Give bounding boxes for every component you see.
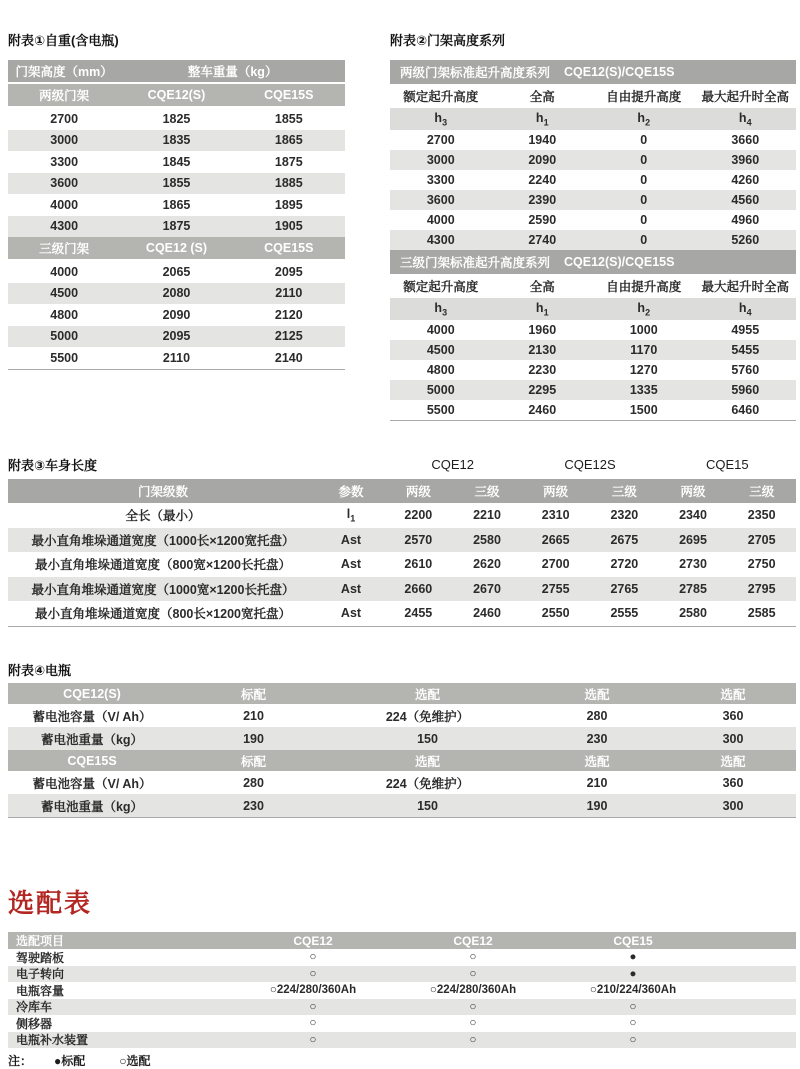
table-cell: 280 — [243, 775, 264, 790]
symbol-header-row — [390, 108, 796, 130]
column-header: 参数 — [338, 485, 364, 499]
symbol-header: $h_1$ — [535, 300, 549, 318]
column-header: 最大起升时全高 — [701, 280, 789, 294]
table-row — [8, 151, 345, 173]
table-row — [8, 1015, 796, 1032]
column-header: 自由提升高度 — [606, 280, 682, 294]
table-cell: 2585 — [747, 606, 776, 621]
table-cell: 2675 — [610, 532, 639, 547]
table-cell: 1885 — [274, 176, 303, 191]
parameter-symbol: $l_1$ — [346, 507, 356, 524]
column-header: 三级 — [474, 485, 500, 499]
table-cell: 3600 — [426, 193, 455, 207]
option-label: 侧移器 — [16, 1016, 53, 1031]
option-availability: ○ — [309, 1017, 317, 1030]
table-cell: 1865 — [274, 133, 303, 148]
note-prefix: 注： — [8, 1054, 33, 1068]
note-optional-legend: ○选配 — [119, 1054, 151, 1068]
table-header-row — [8, 683, 796, 704]
table-cell: 2670 — [473, 581, 501, 596]
table-cell: 4800 — [426, 363, 455, 377]
column-header: CQE12 — [453, 933, 493, 948]
column-header: CQE15S — [264, 88, 314, 102]
column-header: 三级门架 — [39, 242, 90, 256]
series-band-row — [390, 250, 796, 274]
table-cell: 230 — [586, 731, 608, 746]
table-mast-height-section — [390, 30, 796, 421]
row-label: 蓄电池容量（V/ Ah） — [32, 709, 152, 724]
table-cell: 1875 — [274, 154, 303, 169]
option-availability: ○ — [629, 1017, 637, 1030]
table-row — [8, 771, 796, 794]
table-cell: 2700 — [541, 557, 570, 572]
symbol-header: $h_2$ — [637, 300, 651, 318]
option-availability: ○ — [469, 967, 477, 980]
table-cell: 2110 — [275, 286, 303, 301]
option-availability: ○ — [469, 1017, 477, 1030]
table-cell: 2110 — [162, 350, 191, 365]
row-label: 最小直角堆垛通道宽度（800长×1200宽托盘） — [35, 607, 291, 622]
column-header: 额定起升高度 — [403, 90, 479, 104]
table-row — [8, 1032, 796, 1049]
table-cell: 1875 — [162, 219, 191, 234]
column-header: CQE12 (S) — [145, 241, 208, 255]
table-row — [390, 400, 796, 420]
column-header: CQE15S — [67, 753, 117, 768]
column-header: 自由提升高度 — [606, 90, 682, 104]
column-header: CQE12 — [293, 933, 333, 948]
table-row — [8, 216, 345, 238]
column-header: 三级 — [749, 485, 775, 499]
model-group-header: CQE12S — [564, 457, 616, 472]
table-row — [390, 340, 796, 360]
table-cell: 2580 — [679, 606, 707, 621]
table-cell: 2700 — [50, 111, 79, 126]
table-row — [8, 999, 796, 1016]
table-cell: 2610 — [404, 557, 433, 572]
table-row — [390, 170, 796, 190]
table-header-row — [8, 932, 796, 949]
table-cell: 2230 — [528, 363, 557, 377]
table-cell: 2795 — [747, 581, 776, 596]
column-header: 选配 — [720, 754, 746, 769]
table-row — [8, 949, 796, 966]
column-header: 两级 — [680, 485, 706, 499]
row-label: 最小直角堆垛通道宽度（1000宽×1200长托盘） — [31, 582, 295, 597]
table-subheader-row — [8, 237, 345, 261]
table-cell: 0 — [640, 133, 648, 147]
table-cell: 5760 — [731, 363, 760, 377]
table-cell: 2090 — [162, 307, 191, 322]
table-cell: 2570 — [404, 532, 433, 547]
table-row — [8, 194, 345, 216]
section-title: 附表③车身长度 — [8, 458, 98, 473]
table-cell: 4300 — [426, 233, 455, 247]
table-cell: 2695 — [679, 532, 707, 547]
model-group-header: CQE12 — [431, 457, 474, 472]
table-self-weight-section — [8, 30, 345, 370]
column-header: 全高 — [529, 90, 555, 104]
option-availability: ○224/280/360Ah — [269, 984, 357, 997]
column-header: 选配 — [414, 754, 440, 769]
column-header: 门架级数 — [137, 485, 188, 499]
table-cell: 2130 — [528, 343, 557, 357]
table-row — [8, 552, 796, 577]
table-cell: 2340 — [679, 508, 707, 523]
table-cell: 1845 — [162, 154, 191, 169]
legend-note — [8, 1052, 796, 1069]
table-cell: 2580 — [473, 532, 501, 547]
column-header: CQE12(S) — [147, 88, 206, 102]
table-row — [8, 794, 796, 817]
option-availability: ○210/224/360Ah — [589, 984, 677, 997]
table-row — [8, 727, 796, 750]
table-cell: 1000 — [629, 323, 658, 337]
series-band-model: CQE12(S)/CQE15S — [564, 65, 675, 79]
table-cell: 4560 — [731, 193, 760, 207]
table-row — [8, 173, 345, 195]
table-cell: 2320 — [610, 508, 639, 523]
table-header-row — [390, 84, 796, 108]
table-cell: 224（免维护） — [385, 776, 470, 791]
table-row — [8, 966, 796, 983]
symbol-header: $h_3$ — [434, 300, 448, 318]
option-availability: ○ — [309, 1000, 317, 1013]
table-row — [390, 320, 796, 340]
table-row — [8, 326, 345, 348]
mast-height-table — [390, 60, 796, 421]
row-label: 最小直角堆垛通道宽度（1000长×1200宽托盘） — [31, 533, 295, 548]
table-row — [390, 190, 796, 210]
series-band-model: CQE12(S)/CQE15S — [564, 255, 675, 269]
table-cell: 4000 — [426, 323, 455, 337]
table-cell: 0 — [640, 193, 648, 207]
parameter-symbol: Ast — [340, 557, 362, 572]
table-cell: 2620 — [473, 557, 501, 572]
battery-table — [8, 683, 796, 818]
option-availability: ○ — [469, 1033, 477, 1046]
column-header: 两级 — [543, 485, 569, 499]
option-label: 电子转向 — [16, 967, 65, 982]
table-row — [390, 380, 796, 400]
body-length-table — [8, 479, 796, 627]
table-row — [8, 982, 796, 999]
column-header: 两级门架 — [39, 89, 90, 103]
column-header: 全高 — [529, 280, 555, 294]
table-cell: 2785 — [679, 581, 707, 596]
symbol-header: $h_3$ — [434, 110, 448, 128]
option-availability: ○ — [309, 1033, 317, 1046]
option-label: 冷库车 — [16, 1000, 53, 1015]
table-cell: 4300 — [50, 219, 79, 234]
symbol-header: $h_4$ — [738, 110, 752, 128]
table-row — [8, 304, 345, 326]
table-cell: 2095 — [274, 264, 303, 279]
table-header-row — [8, 60, 345, 84]
table-cell: 3600 — [50, 176, 79, 191]
table-row — [390, 230, 796, 250]
table-cell: 2090 — [528, 153, 557, 167]
table-row — [8, 601, 796, 626]
table-cell: 210 — [243, 708, 264, 723]
table-battery-section — [8, 660, 796, 818]
parameter-symbol: Ast — [340, 606, 362, 621]
model-group-header: CQE15 — [706, 457, 749, 472]
self-weight-table — [8, 60, 345, 370]
table-cell: 230 — [243, 798, 264, 813]
table-row — [8, 503, 796, 528]
column-header: 两级 — [405, 485, 431, 499]
table-cell: 150 — [417, 798, 438, 813]
column-header: 选配 — [584, 687, 610, 702]
note-standard-legend: ●标配 — [54, 1054, 86, 1068]
table-cell: 360 — [722, 708, 744, 723]
option-availability: ○ — [469, 1000, 477, 1013]
table-cell: 2240 — [528, 173, 557, 187]
table-cell: 2460 — [528, 403, 557, 417]
table-cell: 4000 — [50, 264, 79, 279]
table-cell: 2700 — [426, 133, 455, 147]
table-header-row — [390, 274, 796, 298]
option-label: 电瓶容量 — [16, 983, 65, 998]
table-cell: 4955 — [731, 323, 760, 337]
option-availability: ○ — [629, 1000, 637, 1013]
row-label: 蓄电池容量（V/ Ah） — [32, 776, 152, 791]
table-cell: 2310 — [541, 508, 570, 523]
table-cell: 2750 — [747, 557, 776, 572]
table-row — [8, 528, 796, 553]
table-cell: 2140 — [274, 350, 303, 365]
table-cell: 2755 — [541, 581, 570, 596]
table-cell: 2720 — [610, 557, 639, 572]
series-band-label: 三级门架标准起升高度系列 — [400, 256, 551, 270]
table-cell: 190 — [586, 798, 608, 813]
table-row — [390, 210, 796, 230]
option-label: 电瓶补水装置 — [16, 1033, 89, 1048]
table-cell: 2665 — [541, 532, 570, 547]
table-cell: 5000 — [426, 383, 455, 397]
table-cell: 3000 — [50, 133, 79, 148]
table-cell: 1270 — [629, 363, 658, 377]
table-cell: 210 — [586, 775, 608, 790]
table-cell: 150 — [417, 731, 438, 746]
parameter-symbol: Ast — [340, 532, 362, 547]
column-header: 标配 — [240, 754, 266, 769]
column-header: 额定起升高度 — [403, 280, 479, 294]
row-label: 蓄电池重量（kg） — [40, 732, 144, 747]
table-cell: 2390 — [528, 193, 557, 207]
option-availability: ○ — [469, 951, 477, 964]
table-cell: 4800 — [50, 307, 79, 322]
table-cell: 2730 — [679, 557, 707, 572]
column-header: 选配 — [584, 754, 610, 769]
table-cell: 1500 — [629, 403, 658, 417]
table-row — [8, 577, 796, 602]
table-cell: 1855 — [274, 111, 303, 126]
table-cell: 5500 — [50, 350, 79, 365]
table-cell: 300 — [722, 731, 744, 746]
options-table — [8, 932, 796, 1048]
table-cell: 2705 — [747, 532, 776, 547]
table-subheader-row — [8, 84, 345, 108]
table-cell: 1855 — [162, 176, 191, 191]
table-cell: 0 — [640, 153, 648, 167]
table-row — [8, 108, 345, 130]
option-availability: ○ — [629, 1033, 637, 1046]
options-title: 选配表 — [8, 888, 93, 918]
table-cell: 4000 — [50, 197, 79, 212]
table-cell: 1835 — [162, 133, 191, 148]
table-cell: 1335 — [629, 383, 658, 397]
symbol-header: $h_4$ — [738, 300, 752, 318]
table-cell: 5455 — [731, 343, 760, 357]
table-cell: 1170 — [630, 343, 658, 357]
table-cell: 2125 — [274, 329, 303, 344]
table-cell: 280 — [586, 708, 608, 723]
table-cell: 6460 — [731, 403, 760, 417]
column-header: CQE15 — [613, 933, 653, 948]
table-cell: 1865 — [162, 197, 191, 212]
table-cell: 4500 — [50, 286, 79, 301]
table-cell: 5000 — [50, 329, 79, 344]
column-header: 最大起升时全高 — [701, 90, 789, 104]
symbol-header: $h_1$ — [535, 110, 549, 128]
table-cell: 0 — [640, 233, 648, 247]
table-cell: 3000 — [426, 153, 455, 167]
row-label: 全长（最小） — [125, 509, 201, 524]
column-header: 门架高度（mm） — [15, 65, 113, 79]
table-cell: 2660 — [404, 581, 433, 596]
body-length-title-row — [8, 455, 796, 474]
table-cell: 2740 — [528, 233, 557, 247]
table-cell: 5500 — [426, 403, 455, 417]
table-cell: 2065 — [162, 264, 191, 279]
table-cell: 5960 — [731, 383, 760, 397]
symbol-header-row — [390, 298, 796, 320]
table-cell: 3960 — [731, 153, 760, 167]
table-header-row — [8, 479, 796, 503]
table-row — [8, 704, 796, 727]
parameter-symbol: Ast — [340, 581, 362, 596]
table-row — [8, 283, 345, 305]
table-row — [8, 261, 345, 283]
table-cell: 2590 — [528, 213, 557, 227]
table-cell: 3300 — [426, 173, 455, 187]
table-cell: 2095 — [162, 329, 191, 344]
options-section — [8, 883, 796, 1069]
table-cell: 2765 — [610, 581, 639, 596]
table-header-row — [8, 750, 796, 771]
table-cell: 1905 — [274, 219, 303, 234]
table-cell: 2295 — [528, 383, 557, 397]
table-cell: 4500 — [426, 343, 455, 357]
column-header: CQE12(S) — [63, 686, 121, 701]
model-group-headers — [384, 457, 796, 472]
table-cell: 2080 — [162, 286, 191, 301]
table-cell: 224（免维护） — [385, 709, 470, 724]
option-availability: ○ — [309, 951, 317, 964]
section-title: 附表①自重(含电瓶) — [8, 33, 119, 48]
row-label: 最小直角堆垛通道宽度（800宽×1200长托盘） — [35, 558, 291, 573]
table-row — [390, 150, 796, 170]
column-header: 选配 — [720, 687, 746, 702]
column-header: 选配项目 — [16, 934, 65, 948]
table-row — [8, 130, 345, 152]
column-header: 选配 — [414, 687, 440, 702]
table-row — [8, 347, 345, 369]
table-cell: 0 — [640, 213, 648, 227]
table-cell: 4260 — [731, 173, 760, 187]
section-title: 附表②门架高度系列 — [390, 33, 506, 48]
series-band-label: 两级门架标准起升高度系列 — [400, 66, 551, 80]
row-label: 蓄电池重量（kg） — [40, 799, 144, 814]
column-header: 标配 — [240, 687, 266, 702]
table-cell: 2350 — [747, 508, 776, 523]
table-cell: 3300 — [50, 154, 79, 169]
table-cell: 1825 — [162, 111, 191, 126]
table-cell: 3660 — [731, 133, 760, 147]
table-cell: 4000 — [426, 213, 455, 227]
table-cell: 360 — [722, 775, 744, 790]
table-cell: 190 — [243, 731, 264, 746]
symbol-header: $h_2$ — [637, 110, 651, 128]
option-availability: ● — [629, 951, 637, 964]
column-header: CQE15S — [264, 241, 314, 255]
table-body-length-section — [8, 455, 796, 627]
section-title: 附表④电瓶 — [8, 663, 72, 678]
table-cell: 1895 — [274, 197, 303, 212]
table-cell: 1960 — [528, 323, 557, 337]
table-row — [390, 360, 796, 380]
table-cell: 2460 — [473, 606, 501, 621]
table-cell: 2210 — [473, 508, 501, 523]
table-row — [390, 130, 796, 150]
option-availability: ○ — [309, 967, 317, 980]
table-cell: 5260 — [731, 233, 760, 247]
series-band-row — [390, 60, 796, 84]
column-header: 整车重量（kg） — [187, 65, 278, 79]
option-label: 驾驶踏板 — [16, 950, 65, 965]
option-availability: ● — [629, 967, 637, 980]
table-cell: 300 — [722, 798, 744, 813]
table-cell: 2200 — [404, 508, 433, 523]
table-cell: 2455 — [404, 606, 433, 621]
column-header: 三级 — [611, 485, 637, 499]
table-cell: 0 — [640, 173, 648, 187]
table-cell: 1940 — [528, 133, 557, 147]
table-cell: 2550 — [541, 606, 570, 621]
table-cell: 4960 — [731, 213, 760, 227]
option-availability: ○224/280/360Ah — [429, 984, 517, 997]
table-cell: 2120 — [274, 307, 303, 322]
table-cell: 2555 — [610, 606, 639, 621]
